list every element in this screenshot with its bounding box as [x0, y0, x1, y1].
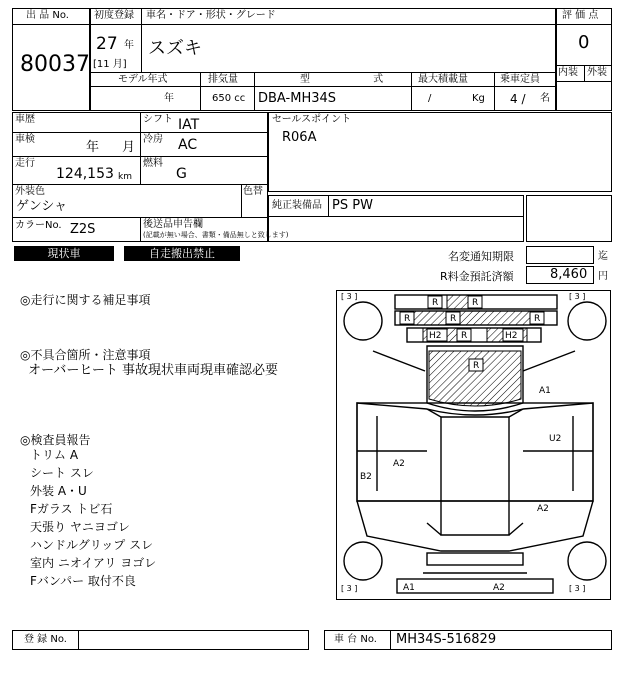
reg-no-label: 登 録 No. — [24, 634, 67, 645]
name-change-deadline-field — [526, 246, 594, 264]
inspection-year: 年 — [86, 140, 100, 155]
name-change-deadline-label: 名変通知期限 — [448, 250, 514, 263]
damage-mark: A1 — [539, 386, 551, 396]
shift-label: シフト — [143, 114, 173, 125]
defects-title: ◎不具合箇所・注意事項 — [20, 348, 151, 362]
color-change-label: 色替 — [243, 186, 263, 197]
current-car-badge: 現状車 — [14, 246, 114, 261]
tire-label-top-right: [ 3 ] — [569, 292, 586, 301]
exterior-label: 外装 — [587, 67, 607, 78]
interior-label: 内装 — [558, 67, 578, 78]
score-label: 評 価 点 — [562, 10, 599, 21]
first-reg-year: 27 — [96, 34, 118, 54]
capacity-value: 4 / — [510, 92, 526, 106]
score-value: 0 — [578, 32, 590, 53]
inspector-line: 外装 A・U — [30, 484, 87, 498]
sales-point-label: セールスポイント — [272, 114, 352, 125]
wheel-rear-right — [568, 542, 606, 580]
tire-label-bottom-left: [ 3 ] — [341, 584, 358, 593]
damage-mark: R — [404, 314, 411, 324]
car-diagram — [336, 290, 611, 600]
max-load-label: 最大積載量 — [418, 74, 468, 85]
damage-mark: A1 — [403, 583, 415, 593]
inspector-line: 天張り ヤニヨゴレ — [30, 520, 130, 534]
capacity-label: 乗車定員 — [500, 74, 540, 85]
first-reg-label: 初度登録 — [94, 10, 134, 21]
lot-label: 出 品 No. — [26, 10, 69, 21]
driving-notes-title: ◎走行に関する補足事項 — [20, 293, 151, 307]
inspection-month: 月 — [122, 140, 136, 155]
color-no-value: Z2S — [70, 222, 96, 237]
damage-mark: R — [473, 361, 480, 371]
recycle-label: R料金預託済額 — [440, 270, 514, 283]
name-label: 車名・ドア・形状・グレード — [146, 10, 276, 21]
max-load-slash: / — [428, 93, 432, 104]
sales-point-value: R06A — [282, 130, 317, 145]
inspector-line: Fバンパー 取付不良 — [30, 574, 136, 588]
history-label: 車歴 — [15, 114, 35, 125]
no-self-drive-badge: 自走搬出禁止 — [124, 246, 240, 261]
damage-mark: R — [450, 314, 457, 324]
wheel-front-left — [344, 302, 382, 340]
post-doc-label: 後送品申告欄 — [143, 219, 203, 230]
damage-mark: H2 — [429, 331, 442, 341]
genuine-equip-label: 純正装備品 — [272, 200, 322, 211]
tire-label-top-left: [ 3 ] — [341, 292, 358, 301]
car-name: スズキ — [148, 38, 202, 59]
type-value: DBA-MH34S — [258, 91, 337, 106]
inspector-line: 室内 ニオイアリ ヨゴレ — [30, 556, 157, 570]
mileage-value: 124,153 — [56, 166, 114, 182]
fuel-label: 燃料 — [143, 158, 163, 169]
mileage-label: 走行 — [15, 158, 35, 169]
year-unit: 年 — [124, 40, 134, 51]
displacement-value: 650 cc — [212, 93, 246, 104]
mileage-unit: km — [118, 172, 132, 182]
inspector-title: ◎検査員報告 — [20, 433, 91, 447]
post-doc-note: (記載が無い場合、書類・備品無しと致します) — [143, 231, 289, 239]
ext-color-label: 外装色 — [15, 186, 45, 197]
ac-value: AC — [178, 137, 198, 153]
shift-value: IAT — [178, 117, 200, 133]
damage-mark: A2 — [493, 583, 505, 593]
displacement-label: 排気量 — [208, 74, 238, 85]
first-reg-month: [11 月] — [93, 59, 127, 70]
inspector-line: ハンドルグリップ スレ — [30, 538, 154, 552]
tire-label-bottom-right: [ 3 ] — [569, 584, 586, 593]
damage-mark: R — [472, 298, 479, 308]
damage-mark: A2 — [537, 504, 549, 514]
lot-number: 80037 — [20, 52, 90, 77]
wheel-front-right — [568, 302, 606, 340]
car-diagram-svg — [337, 291, 610, 599]
capacity-unit: 名 — [540, 93, 550, 104]
damage-mark: U2 — [549, 434, 562, 444]
damage-mark: B2 — [360, 472, 372, 482]
damage-mark: A2 — [393, 459, 405, 469]
recycle-amount: 8,460 — [550, 267, 588, 282]
inspector-line: トリム A — [30, 448, 79, 462]
damage-mark: R — [432, 298, 439, 308]
model-year-label: モデル年式 — [118, 74, 168, 85]
inspector-line: シート スレ — [30, 466, 94, 480]
inspection-label: 車検 — [15, 134, 35, 145]
defects-text: オーバーヒート 事故現状車両現車確認必要 — [28, 363, 278, 378]
type-label: 型 式 — [300, 74, 384, 85]
damage-mark: R — [534, 314, 541, 324]
damage-mark: R — [461, 331, 468, 341]
color-no-label: カラーNo. — [15, 220, 62, 231]
chassis-label: 車 台 No. — [334, 634, 377, 645]
deadline-unit: 迄 — [598, 251, 608, 262]
model-year-unit: 年 — [164, 93, 174, 104]
recycle-unit: 円 — [598, 271, 608, 282]
genuine-equip-value: PS PW — [332, 198, 373, 213]
max-load-unit: Kg — [472, 93, 485, 104]
ac-label: 冷房 — [143, 134, 163, 145]
fuel-value: G — [176, 166, 187, 182]
chassis-no: MH34S-516829 — [396, 632, 497, 647]
ext-color-value: ゲンシャ — [16, 199, 68, 214]
damage-mark: H2 — [505, 331, 518, 341]
inspector-line: Fガラス トビ石 — [30, 502, 113, 516]
wheel-rear-left — [344, 542, 382, 580]
